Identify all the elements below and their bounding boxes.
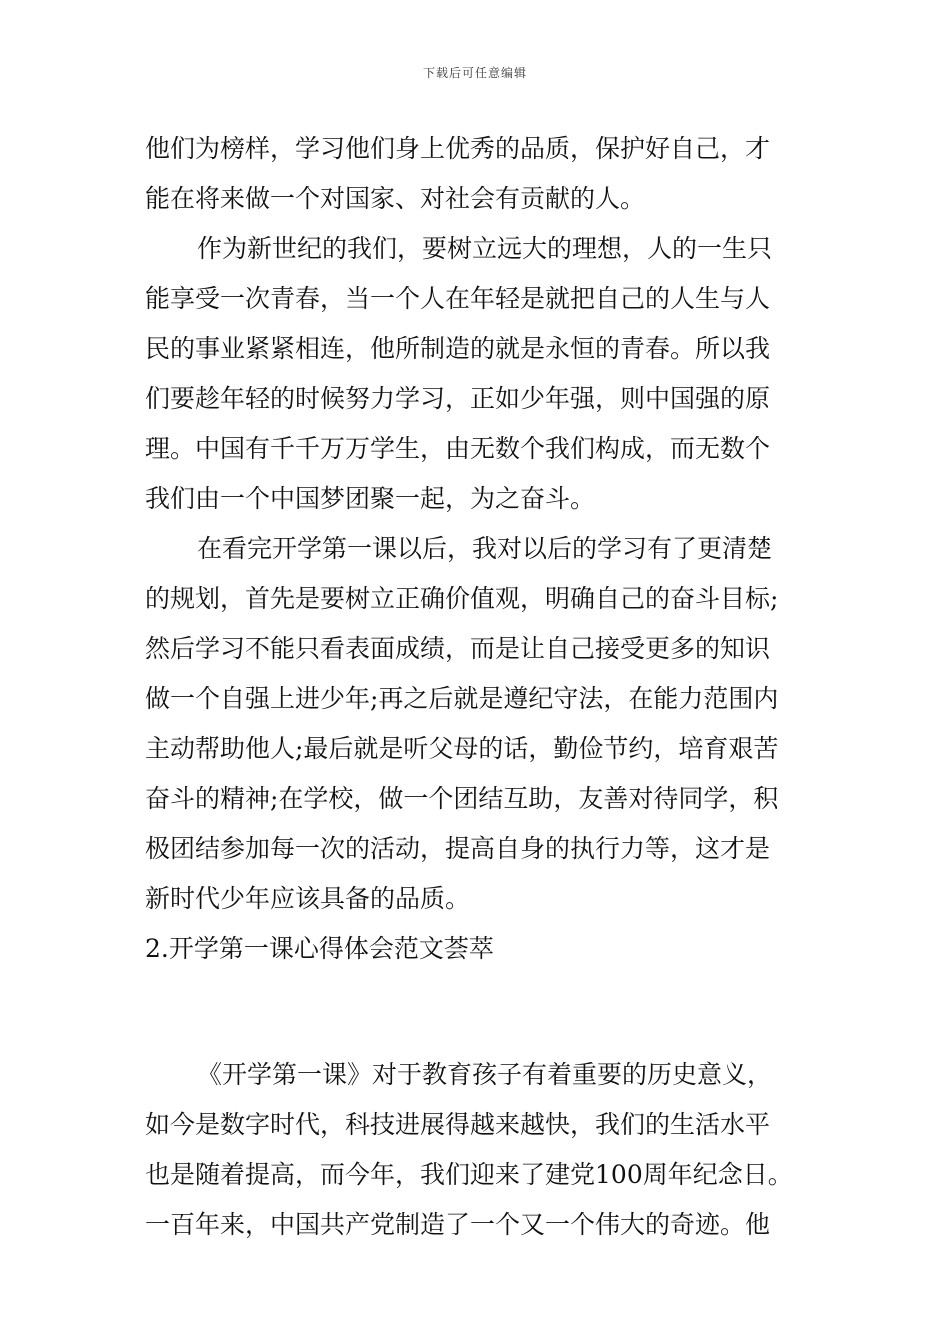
page-header-note: 下载后可任意编辑 xyxy=(422,66,527,80)
text-line: 能在将来做一个对国家、对社会有贡献的人。 xyxy=(145,184,646,213)
paragraph-study-plan xyxy=(145,524,809,924)
text-line: 在看完开学第一课以后，我对以后的学习有了更清楚 xyxy=(197,534,773,563)
text-line: 奋斗的精神;在学校，做一个团结互助，友善对待同学，积 xyxy=(145,784,779,813)
paragraph-first-lesson xyxy=(145,1050,809,1250)
document-body xyxy=(145,124,809,1250)
text-line: 一百年来，中国共产党制造了一个又一个伟大的奇迹。他 xyxy=(145,1210,771,1239)
text-line: 《开学第一课》对于教育孩子有着重要的历史意义， xyxy=(197,1060,773,1089)
text-line: 们要趁年轻的时候努力学习，正如少年强，则中国强的原 xyxy=(145,384,771,413)
text-line: 作为新世纪的我们，要树立远大的理想，人的一生只 xyxy=(197,234,773,263)
text-line: 民的事业紧紧相连，他所制造的就是永恒的青春。所以我 xyxy=(145,334,771,363)
text-line: 主动帮助他人;最后就是听父母的话，勤俭节约，培育艰苦 xyxy=(145,734,779,763)
paragraph-ideals xyxy=(145,224,809,524)
paragraph-continuation xyxy=(145,124,809,224)
spacer xyxy=(145,974,809,1050)
text-line: 我们由一个中国梦团聚一起，为之奋斗。 xyxy=(145,484,596,513)
text-line: 如今是数字时代，科技进展得越来越快，我们的生活水平 xyxy=(145,1110,771,1139)
text-line: 极团结参加每一次的活动，提高自身的执行力等，这才是 xyxy=(145,834,771,863)
text-line: 做一个自强上进少年;再之后就是遵纪守法，在能力范围内 xyxy=(145,684,779,713)
text-line: 理。中国有千千万万学生，由无数个我们构成，而无数个 xyxy=(145,434,771,463)
text-line: 也是随着提高，而今年，我们迎来了建党100周年纪念日。 xyxy=(145,1160,793,1189)
text-line: 的规划，首先是要树立正确价值观，明确自己的奋斗目标; xyxy=(145,584,779,613)
text-line: 然后学习不能只看表面成绩，而是让自己接受更多的知识 xyxy=(145,634,771,663)
text-line: 能享受一次青春，当一个人在年轻是就把自己的人生与人 xyxy=(145,284,771,313)
text-line: 他们为榜样，学习他们身上优秀的品质，保护好自己，才 xyxy=(145,134,771,163)
text-line: 新时代少年应该具备的品质。 xyxy=(145,884,471,913)
section-heading: 2.开学第一课心得体会范文荟萃 xyxy=(145,934,494,963)
